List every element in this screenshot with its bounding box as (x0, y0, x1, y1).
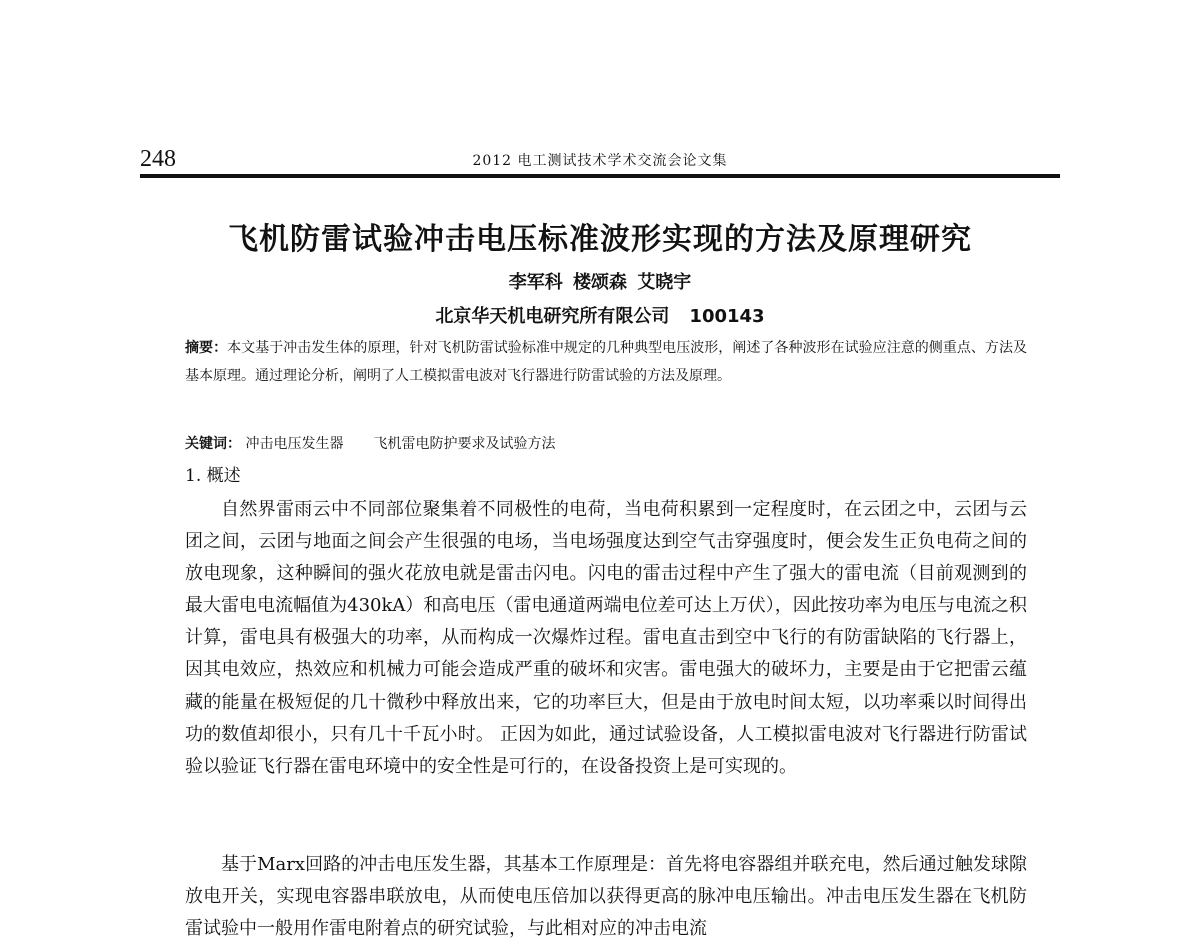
page-number: 248 (140, 146, 176, 172)
affiliation (0, 302, 1200, 328)
header-rule (140, 174, 1060, 178)
running-header: 2012 电工测试技术学术交流会论文集 (472, 153, 728, 169)
keywords (185, 430, 1027, 458)
abstract-text: 本文基于冲击发生体的原理，针对飞机防雷试验标准中规定的几种典型电压波形，阐述了各种波形在试验应注意的侧重点、方法及基本原理。通过理论分析，阐明了人工模拟雷电波对飞行器进行防雷试验的方法及原理。 (185, 340, 1028, 384)
paper-title: 飞机防雷试验冲击电压标准波形实现的方法及原理研究 (228, 222, 972, 257)
body-paragraph: 自然界雷雨云中不同部位聚集着不同极性的电荷，当电荷积累到一定程度时，在云团之中，云团与云团之间，云团与地面之间会产生很强的电场，当电场强度达到空气击穿强度时，便会发生正负电荷之间的放电现象，这种瞬间的强火花放电就是雷击闪电。闪电的雷击过程中产生了强大的雷电流（目前观测到的最大雷电电流幅值为430kA）和高电压（雷电通道两端电位差可达上万伏），因此按功率为电压与电流之积计算，雷电具有极强大的功率，从而构成一次爆炸过程。雷电直击到空中飞行的有防雷缺陷的飞行器上，因其电效应，热效应和机械力可能会造成严重的破坏和灾害。雷电强大的破坏力，主要是由于它把雷云蕴藏的能量在极短促的几十微秒中释放出来，它的功率巨大，但是由于放电时间太短，以功率乘以时间得出功的数值却很小，只有几十千瓦小时。 正因为如此，通过试验设备，人工模拟雷电波对飞行器进行防雷试验以验证飞行器在雷电环境中的安全性是可行的，在设备投资上是可实现的。 (185, 499, 1027, 777)
keywords-label: 关键词： (185, 436, 241, 452)
section-heading: 1. 概述 (185, 466, 241, 486)
abstract (185, 334, 1027, 390)
affiliation-name: 北京华天机电研究所有限公司 (435, 306, 670, 327)
authors: 李军科 楼颂森 艾晓宇 (508, 272, 692, 293)
postcode: 100143 (689, 306, 765, 327)
keyword: 飞机雷电防护要求及试验方法 (373, 436, 556, 452)
abstract-label: 摘要： (185, 340, 228, 356)
body-paragraph: 基于Marx回路的冲击电压发生器，其基本工作原理是：首先将电容器组并联充电，然后通过触发球隙放电开关，实现电容器串联放电，从而使电压倍加以获得更高的脉冲电压输出。冲击电压发生器在飞机防雷试验中一般用作雷电附着点的研究试验，与此相对应的冲击电流 (185, 854, 1027, 940)
keyword: 冲击电压发生器 (245, 436, 344, 452)
